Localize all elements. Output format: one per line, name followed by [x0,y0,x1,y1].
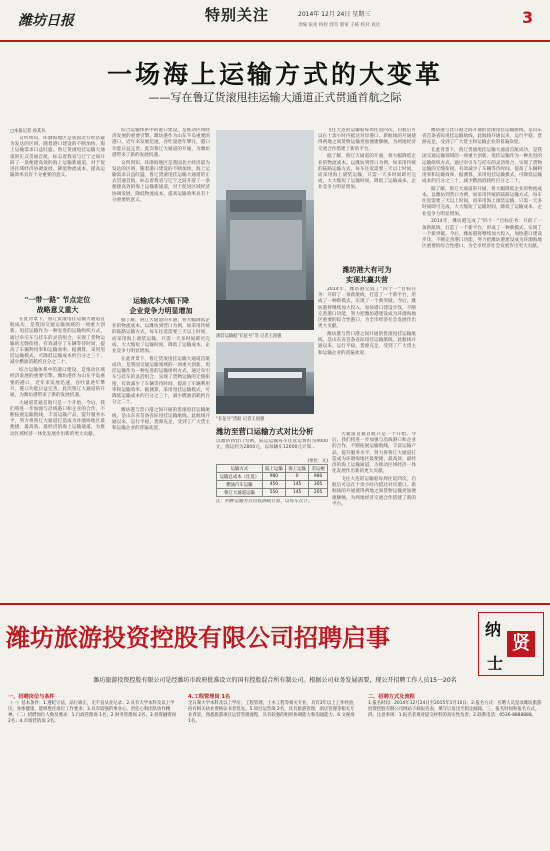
paragraph: 在此背景下，鲁辽货滚甩挂运输大通道首航成功，是我国交通运输领域的一项重大创新。甩挂运输作为一种先进的运输组织方式，通过牵引车与挂车的灵活组合，实现了货物运输的无缝衔接，有效减少了车辆等待时间，提高了车辆利用率和运输效率。据测算，采用甩挂运输模式，可降低运输成本约百分之三十，减少燃油消耗约百分之二十。 [422,148,542,185]
photo2-caption: "长征号"货船 记者王国强 [216,417,265,422]
section-subheading-3: 实现共赢共营 [346,276,388,284]
section-subheading-2: 企业竞争力明显增加 [129,307,193,315]
comparison-table [216,464,328,497]
section-heading-2: 运输成本大幅下降 [133,297,189,305]
ad-divider [0,603,550,605]
table-header: 差运额 [309,465,328,473]
paragraph: 飞往大连的运输船每周往返四次，启航后可以在十余小时内抵达对岸港口。新航线的开通使得两地之间货物运输更加便捷顺畅，为两地经济交流合作搭建了新的平台。 [318,128,416,152]
table-note: 以潍坊到营口为例，陆运运输每车往返运费约为4000元，海运约为2800元，以每辆车12000元计算... [216,439,328,451]
table-header: 陆上运输 [262,465,285,473]
ad-section-heading: 一、招聘岗位与条件 [8,694,55,700]
talent-stamp [478,612,544,676]
column-title: 特别关注 [205,6,270,24]
ship-photo [216,342,314,414]
ad-column-1 [8,692,178,847]
paragraph: 潍坊港与营口港之间开通的货滚甩挂运输航线，是山东省首条省际甩挂运输航线。此航线开通以来，运行平稳，货源充足，受到了广大货主和运输企业的普遍欢迎。 [422,128,542,146]
article-column-4 [422,128,542,600]
table-cell: 145 [286,489,309,497]
article-column-1b [10,317,105,599]
article-column-3c [332,432,416,600]
table-cell: 运输总成本（往返） [217,473,263,481]
masthead [0,0,550,42]
photo1-caption: 滚装运输船"长征号"等 记者王国强 [216,334,282,339]
table-cell: 980 [262,473,285,481]
article-column-2 [112,128,210,288]
stamp-char: 士 [487,654,504,673]
ad-intro: 潍坊旅游投资控股有限公司是经潍坊市政府批准设立的国有控股混合所有制公司。根据公司业务发展需要，现公开招聘工作人员15一20名 [93,677,457,684]
paragraph: 潍坊港与营口港之间开通的货滚甩挂运输航线，是山东省首条省际甩挂运输航线。此航线开通以来，运行平稳，货源充足，受到了广大货主和运输企业的普遍欢迎。 [112,407,210,432]
table-header-row [217,465,328,473]
paragraph: 众所周知，环渤海地区是我国北方经济最为发达的区域，随着港口建设的不断加快，海上运输需求日益旺盛。鲁辽货滚甩挂运输大通道的正式贯通首航，标志着我省与辽宁之间开辟了一条便捷高效的海上运输新通道，对于促进区域经济协调发展、降低物流成本、提高运输效率具有十分重要的意义。 [10,136,105,179]
paragraph: 在此背景下，鲁辽货滚甩挂运输大通道首航成功，是我国交通运输领域的一项重大创新。甩挂运输作为一种先进的运输组织方式，通过牵引车与挂车的灵活组合，实现了货物运输的无缝衔接，有效减少了车辆等待时间，提高了车辆利用率和运输效率。据测算，采用甩挂运输模式，可降低运输成本约百分之三十，减少燃油消耗约百分之二十。 [10,317,105,366]
byline: □本报记者 孙其丛 [10,129,46,134]
table-footnote: 注：两种运输方式均按满载计算，以每车次计。 [216,499,313,504]
page-number: 3 [522,8,534,27]
table-cell: 205 [309,489,328,497]
article-column-3b [318,287,416,427]
issue-date: 2014年 12月 24日 星期三 [298,11,371,18]
comparison-table-block [216,426,328,511]
ad-title: 潍坊旅游投资控股有限公司招聘启事 [6,624,390,652]
ship-illustration [216,130,314,330]
section-heading-1: "一带一路" 节点定位 [24,296,91,304]
table-cell: 450 [262,481,285,489]
table-header: 海上运输 [286,465,309,473]
paragraph: 2014年，潍坊港完成了"四个一"目标任务：开辟了一条新航线，打造了一个新平台，形成了一种新模式，实现了一个新突破。今后，潍坊港将继续加大投入，加快港口建设步伐，不断完善港口功能，努力把潍坊港建设成为环渤海地区重要的综合性港口，为全市经济社会发展作出更大贡献。 [422,219,542,250]
paragraph: 据了解，鲁辽大通道的开通，将大幅降低企业的物流成本。以潍坊到营口为例，如采用传统的陆路运输方式，每车往返需要三天以上时间，而采用海上滚装运输，只需一天多时间即可完成，大大缩短了运输时间，降低了运输成本，企业竞争力明显增加。 [318,154,416,191]
stamp-char: 纳 [485,620,502,639]
ad-column-3 [368,692,542,847]
cargo-ship-illustration [216,342,314,414]
table-row [217,473,328,481]
ad-section-text: 1.报名时间：2014年12月24日至2015年1月10日；2.报名方式：应聘人员登录潍坊旅游投资控股有限公司网站下载报名表，填写后发送至指定邮箱。三、报名时间和报名方式。四、注意事项：1.报名者须对提交材料的真实性负责；2.联系电话：0536-8888888。 [368,701,542,718]
paragraph: 据了解，鲁辽大通道的开通，将大幅降低企业的物流成本。以潍坊到营口为例，如采用传统的陆路运输方式，每车往返需要三天以上时间，而采用海上滚装运输，只需一天多时间即可完成，大大缩短了运输时间，降低了运输成本，企业竞争力明显增加。 [422,186,542,217]
article-column-2b [112,318,210,600]
paragraph: 飞往大连的运输船每周往返四次，启航后可以在十余小时内抵达对岸港口。新航线的开通使得两地之间货物运输更加便捷顺畅，为两地经济交流合作搭建了新的平台。 [332,476,416,507]
article-column-1 [10,136,105,286]
port-photo [216,130,314,330]
section-subheading-1: 战略意义重大 [36,306,79,314]
headline: 一场海上运输方式的大变革 [106,60,443,89]
table-row [217,481,328,489]
table-header: 运输方式 [217,465,263,473]
section-heading-3: 潍坊港大有可为 [342,266,392,274]
paragraph: 在此背景下，鲁辽货滚甩挂运输大通道首航成功，是我国交通运输领域的一项重大创新。甩挂运输作为一种先进的运输组织方式，通过牵引车与挂车的灵活组合，实现了货物运输的无缝衔接，有效减少了车辆等待时间，提高了车辆利用率和运输效率。据测算，采用甩挂运输模式，可降低运输成本约百分之三十，减少燃油消耗约百分之二十。 [112,356,210,406]
table-cell: 燃油汽车运输 [217,481,263,489]
paragraph: 2014年，潍坊港完成了"四个一"目标任务：开辟了一条新航线，打造了一个新平台，形成了一种新模式，实现了一个新突破。今后，潍坊港将继续加大投入，加快港口建设步伐，不断完善港口功能，努力把潍坊港建设成为环渤海地区重要的综合性港口，为全市经济社会发展作出更大贡献。 [318,287,416,330]
table-cell: 0 [286,473,309,481]
ad-column-2 [188,692,358,847]
ad-section-heading: 二、招聘方式及流程 [368,694,415,700]
table-cell: 鲁辽大通道运输 [217,489,263,497]
table-cell: 550 [262,489,285,497]
paragraph: 潍坊港与营口港之间开通的货滚甩挂运输航线，是山东省首条省际甩挂运输航线。此航线开通以来，运行平稳，货源充足，受到了广大货主和运输企业的普遍欢迎。 [318,331,416,356]
paragraph: 众所周知，环渤海地区是我国北方经济最为发达的区域，随着港口建设的不断加快，海上运输需求日益旺盛。鲁辽货滚甩挂运输大通道的正式贯通首航，标志着我省与辽宁之间开辟了一条便捷高效的海上运输新通道，对于促进区域经济协调发展、降低物流成本、提高运输效率具有十分重要的意义。 [112,160,210,203]
paragraph: 综合运输体系中的港口建设，是推动区域经济发展的重要引擎。潍坊港作为山东半岛重要的港口，近年来发展迅速，吞吐量逐年攀升，港口功能日益完善。此次鲁辽大通道的开通，为潍坊港带来了新的发展机遇。 [10,368,105,398]
table-cell: 145 [286,481,309,489]
paragraph: 据了解，鲁辽大通道的开通，将大幅降低企业的物流成本。以潍坊到营口为例，如采用传统的陆路运输方式，每车往返需要三天以上时间，而采用海上滚装运输，只需一天多时间即可完成，大大缩短了运输时间，降低了运输成本，企业竞争力明显增加。 [112,318,210,355]
paragraph: 大通道贯通首航只是一个开始。今后，我们将进一步加强与沿线港口和企业的合作，不断拓展运输航线，丰富运输产品，提升服务水平，努力将鲁辽大通道打造成为环渤海地区最便捷、最高效、最经济的海上运输通道，为推动区域经济一体化发展作出新的更大贡献。 [332,432,416,475]
ad-section-text: 全日制大学本科及以上学历，工程管理、土木工程等相关专业，具有3年以上工作经验，持有相关执业资格证书者优先。5.项目运营岗 2名，具有旅游管理、酒店管理等相关专业背景，熟悉旅游项目运营管理流程，具有较强的组织协调能力和沟通能力。6.文秘岗 1名。 [188,701,358,724]
newspaper-logo: 潍坊日报 [18,13,74,29]
paragraph: 大通道贯通首航只是一个开始。今后，我们将进一步加强与沿线港口和企业的合作，不断拓展运输航线，丰富运输产品，提升服务水平，努力将鲁辽大通道打造成为环渤海地区最便捷、最高效、最经济的海上运输通道，为推动区域经济一体化发展作出新的更大贡献。 [10,400,105,437]
table-cell: 980 [309,473,328,481]
article-column-3 [318,128,416,258]
table-row [217,489,328,497]
subheadline: ——写在鲁辽货滚甩挂运输大通道正式贯通首航之际 [148,91,402,104]
stamp-char: 贤 [507,631,535,657]
table-title: 潍坊至营口运输方式对比分析 [216,427,314,436]
paragraph: 综合运输体系中的港口建设，是推动区域经济发展的重要引擎。潍坊港作为山东半岛重要的港口，近年来发展迅速，吞吐量逐年攀升，港口功能日益完善。此次鲁辽大通道的开通，为潍坊港带来了新的发展机遇。 [112,128,210,158]
ad-section-heading: 4.工程管理岗 1名 [188,694,231,700]
table-unit: (单位：元) [307,459,328,464]
ad-section-text: （一）基本条件：1.遵纪守法，品行端正，无不良从业记录；2.具有大学本科及以上学历，身体健康，能够胜任岗位工作要求；3.具有较强的事业心、责任心和团队协作精神。（二）招聘岗位人数及要求：1.行政管理岗 1名；2.财务管理岗 2名；3.投资融资岗 2名；4.市场营销岗 2名。 [8,701,177,724]
editors-line: 责编 张亮 校检 郭雪 版审 王栋 校对 刘达 [298,23,381,28]
table-cell: 305 [309,481,328,489]
